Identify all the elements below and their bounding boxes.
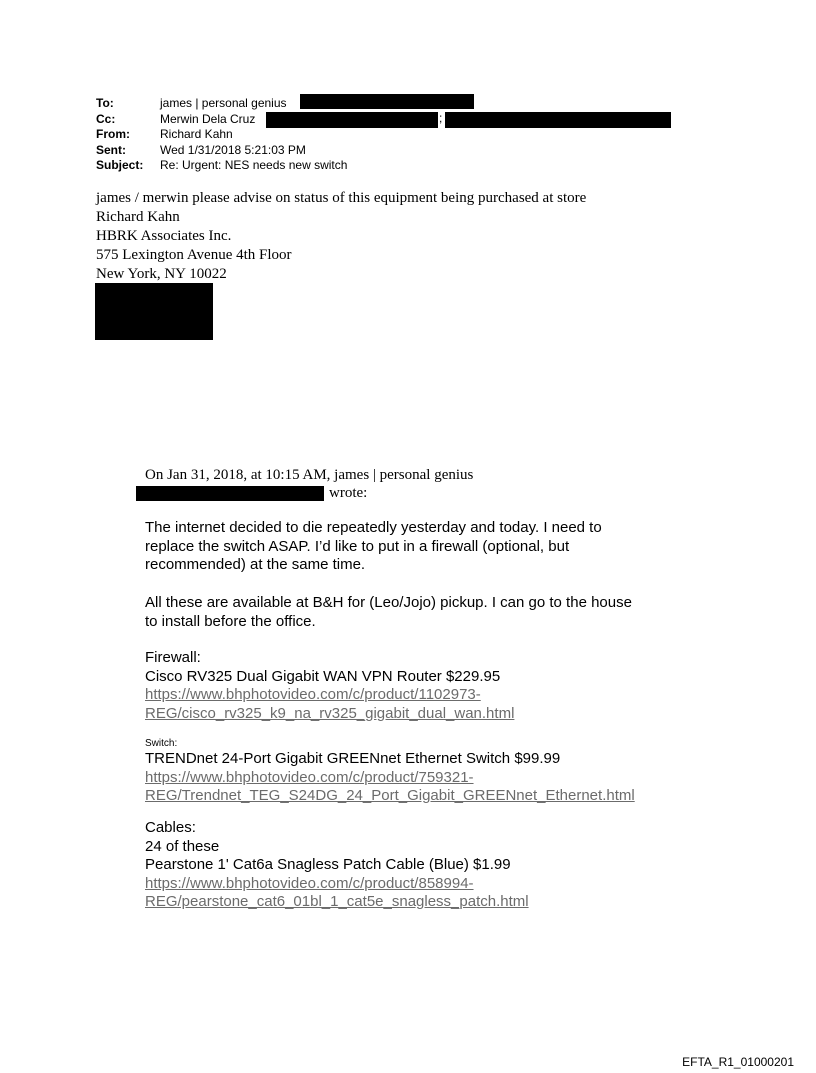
redaction-signature-block — [95, 283, 213, 340]
redaction-to-email — [300, 94, 474, 109]
quoted-paragraph-2 — [145, 594, 632, 631]
switch-heading: Switch: — [145, 738, 178, 749]
sent-value: Wed 1/31/2018 5:21:03 PM — [160, 142, 306, 157]
signature-address: 575 Lexington Avenue 4th Floor — [96, 247, 292, 263]
message-body — [96, 189, 586, 284]
from-value: Richard Kahn — [160, 127, 233, 141]
cables-heading: Cables: — [145, 819, 196, 836]
cables-section — [145, 819, 529, 912]
from-row — [96, 127, 347, 143]
redaction-cc-email-1 — [266, 112, 438, 128]
subject-label: Subject: — [96, 158, 144, 172]
switch-section — [145, 737, 635, 806]
message-line: james / merwin please advise on status of this equipment being purchased at store — [96, 190, 587, 206]
signature-name: Richard Kahn — [96, 209, 180, 225]
paragraph-line: All these are available at B&H for (Leo/Jojo) pickup. I can go to the house — [145, 594, 632, 611]
signature-company: HBRK Associates Inc. — [96, 228, 232, 244]
cc-label: Cc: — [96, 111, 116, 126]
cables-qty: 24 of these — [145, 837, 220, 855]
paragraph-line: recommended) at the same time. — [145, 556, 366, 573]
to-value: james | personal genius — [160, 96, 287, 110]
subject-row — [96, 158, 347, 174]
quoted-paragraph-1 — [145, 519, 602, 575]
firewall-heading: Firewall: — [145, 649, 201, 666]
sent-label: Sent: — [96, 142, 126, 157]
quoted-intro-line: On Jan 31, 2018, at 10:15 AM, james | personal genius — [145, 467, 474, 483]
cables-link[interactable]: https://www.bhphotovideo.com/c/product/858994- — [145, 874, 474, 892]
switch-link[interactable]: https://www.bhphotovideo.com/c/product/759321- — [145, 768, 474, 786]
document-id: EFTA_R1_01000201 — [682, 1055, 794, 1069]
switch-link[interactable]: REG/Trendnet_TEG_S24DG_24_Port_Gigabit_GREENnet_Ethernet.html — [145, 787, 635, 804]
switch-item: TRENDnet 24-Port Gigabit GREENnet Ethernet Switch $99.99 — [145, 750, 561, 767]
firewall-link[interactable]: REG/cisco_rv325_k9_na_rv325_gigabit_dual_wan.html — [145, 704, 515, 722]
cables-item: Pearstone 1' Cat6a Snagless Patch Cable (Blue) $1.99 — [145, 856, 511, 873]
signature-city: New York, NY 10022 — [96, 266, 227, 282]
cc-separator: ; — [439, 111, 443, 125]
sent-row — [96, 143, 347, 159]
paragraph-line: to install before the office. — [145, 612, 316, 630]
redaction-cc-email-2 — [445, 112, 671, 128]
to-label: To: — [96, 96, 114, 110]
firewall-item: Cisco RV325 Dual Gigabit WAN VPN Router $229.95 — [145, 667, 501, 685]
from-label: From: — [96, 127, 130, 141]
firewall-section — [145, 649, 514, 723]
cc-value: Merwin Dela Cruz — [160, 111, 256, 126]
quoted-intro-wrote: wrote: — [329, 485, 368, 501]
redaction-quoted-email — [136, 486, 324, 501]
paragraph-line: The internet decided to die repeatedly yesterday and today. I need to — [145, 519, 602, 536]
paragraph-line: replace the switch ASAP. I’d like to put in a firewall (optional, but — [145, 537, 570, 555]
firewall-link[interactable]: https://www.bhphotovideo.com/c/product/1102973- — [145, 686, 481, 703]
subject-value: Re: Urgent: NES needs new switch — [160, 158, 348, 172]
cables-link[interactable]: REG/pearstone_cat6_01bl_1_cat5e_snagless_patch.html — [145, 893, 529, 910]
